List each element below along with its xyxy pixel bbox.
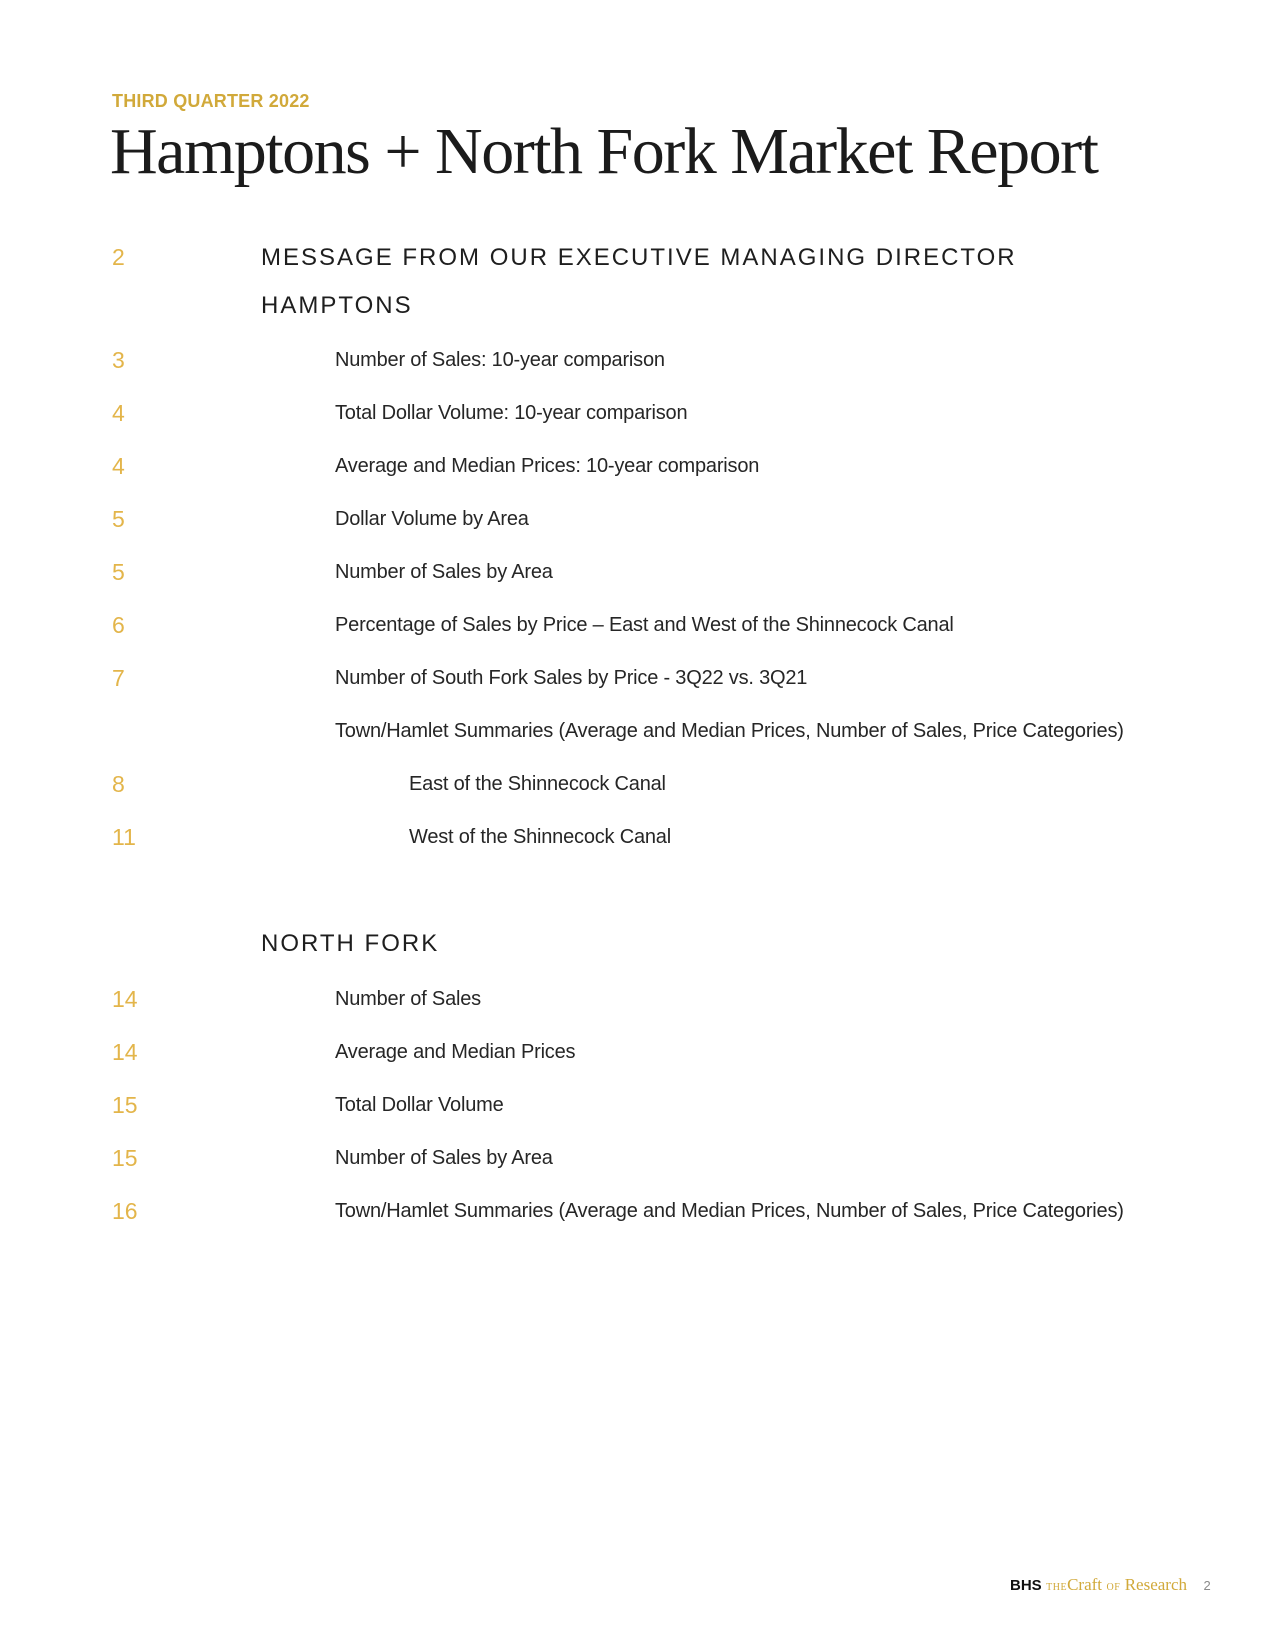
toc-page-number: 14 <box>112 986 138 1012</box>
toc-page-number: 6 <box>112 612 125 638</box>
toc-entry[interactable] <box>0 506 1275 546</box>
toc-entry[interactable] <box>0 1092 1275 1132</box>
toc-entry-label: Number of Sales by Area <box>335 1147 553 1169</box>
toc-entry-label: MESSAGE FROM OUR EXECUTIVE MANAGING DIRECTOR <box>261 244 1017 271</box>
page-title: Hamptons + North Fork Market Report <box>110 115 1098 188</box>
logo-craft: Craft <box>1067 1575 1103 1594</box>
toc-entry-label: Number of Sales <box>335 988 481 1010</box>
section-heading-hamptons <box>0 292 1275 332</box>
section-heading-label: NORTH FORK <box>261 930 440 957</box>
toc-page-number: 14 <box>112 1039 138 1065</box>
toc-entry-label: Total Dollar Volume: 10-year comparison <box>335 402 688 424</box>
logo-research: Research <box>1124 1575 1188 1594</box>
logo-the: THE <box>1046 1582 1068 1593</box>
page-number: 2 <box>1203 1578 1211 1593</box>
toc-entry[interactable] <box>0 400 1275 440</box>
toc-page-number: 7 <box>112 665 125 691</box>
toc-page-number: 5 <box>112 506 125 532</box>
toc-page-number: 4 <box>112 453 125 479</box>
toc-subentry[interactable] <box>0 824 1275 864</box>
toc-entry-label: Town/Hamlet Summaries (Average and Median Prices, Number of Sales, Price Categories) <box>335 720 1124 742</box>
toc-entry[interactable] <box>0 559 1275 599</box>
toc-page-number: 15 <box>112 1092 138 1118</box>
toc-page-number: 4 <box>112 400 125 426</box>
section-heading-label: HAMPTONS <box>261 292 413 319</box>
logo-bhs: BHS <box>1010 1577 1042 1594</box>
toc-page-number: 3 <box>112 347 125 373</box>
toc-entry[interactable] <box>0 612 1275 652</box>
toc-entry-label: Number of South Fork Sales by Price - 3Q22 vs. 3Q21 <box>335 667 808 689</box>
toc-entry-label: Percentage of Sales by Price – East and West of the Shinnecock Canal <box>335 614 954 636</box>
toc-page-number: 2 <box>112 244 125 270</box>
toc-entry[interactable] <box>0 347 1275 387</box>
toc-entry[interactable] <box>0 1198 1275 1238</box>
toc-entry[interactable] <box>0 986 1275 1026</box>
toc-entry[interactable] <box>0 665 1275 705</box>
toc-entry-label: Average and Median Prices <box>335 1041 576 1063</box>
toc-entry-label: West of the Shinnecock Canal <box>409 826 671 848</box>
logo-of: OF <box>1106 1582 1121 1593</box>
toc-entry[interactable] <box>0 1145 1275 1185</box>
toc-entry-label: Average and Median Prices: 10-year comparison <box>335 455 760 477</box>
toc-entry[interactable] <box>0 453 1275 493</box>
toc-page-number: 11 <box>112 824 136 850</box>
toc-page-number: 5 <box>112 559 125 585</box>
toc-entry-label: Dollar Volume by Area <box>335 508 529 530</box>
toc-page-number: 8 <box>112 771 125 797</box>
toc-entry-label: Town/Hamlet Summaries (Average and Median Prices, Number of Sales, Price Categories) <box>335 1200 1124 1222</box>
toc-page-number: 15 <box>112 1145 138 1171</box>
toc-entry-label: East of the Shinnecock Canal <box>409 773 666 795</box>
toc-entry-message[interactable] <box>0 244 1275 284</box>
toc-entry-label: Number of Sales by Area <box>335 561 553 583</box>
toc-page-number: 16 <box>112 1198 138 1224</box>
section-heading-north-fork <box>0 930 1275 970</box>
eyebrow-label: THIRD QUARTER 2022 <box>112 91 310 111</box>
toc-entry[interactable] <box>0 1039 1275 1079</box>
toc-entry-label: Number of Sales: 10-year comparison <box>335 349 665 371</box>
toc-entry[interactable] <box>0 718 1275 758</box>
toc-entry-label: Total Dollar Volume <box>335 1094 504 1116</box>
toc-subentry[interactable] <box>0 771 1275 811</box>
footer-logo <box>1010 1575 1211 1597</box>
